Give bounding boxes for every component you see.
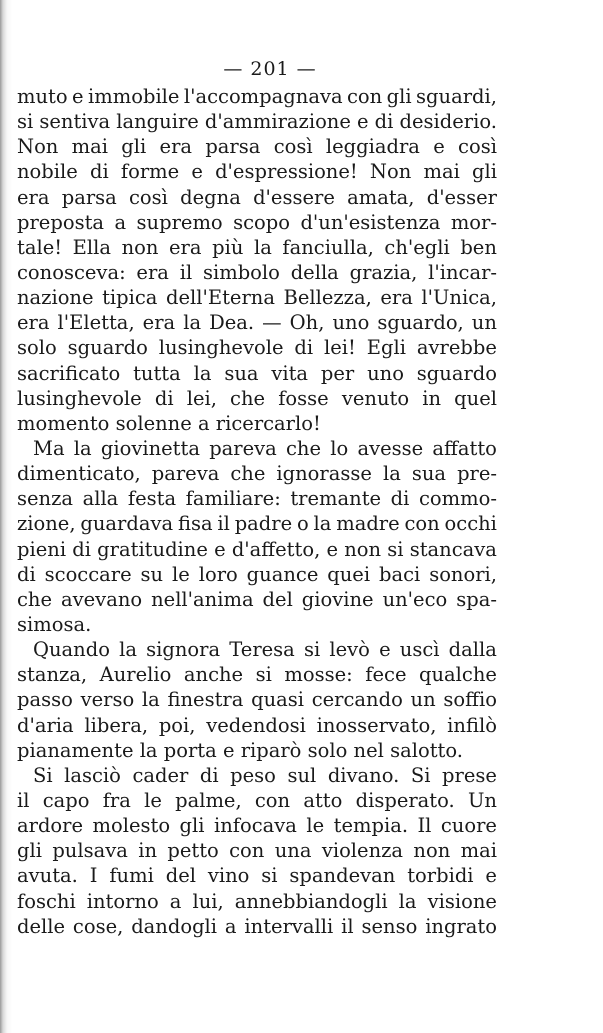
text-line: era parsa così degna d'essere amata, d'esser [17,185,497,209]
text-line: muto e immobile l'accompagnava con gli sguardi, [17,85,497,108]
text-line: senza alla festa familiare: tremante di commo- [17,487,497,511]
text-line: dimenticato, pareva che ignorasse la sua pre- [17,462,497,486]
page-number: — 201 — [223,58,317,80]
body-text [17,84,497,939]
text-line: era l'Eletta, era la Dea. — Oh, uno sguardo, un [17,311,497,335]
text-line: avuta. I fumi del vino si spandevan torbidi e [17,864,497,888]
text-line: Non mai gli era parsa così leggiadra e così [17,135,497,159]
text-line: solo sguardo lusinghevole di lei! Egli avrebbe [17,336,497,360]
text-line: si sentiva languire d'ammirazione e di desiderio. [17,110,497,134]
text-line: momento solenne a ricercarlo! [17,411,321,435]
text-line: Si lasciò cader di peso sul divano. Si prese [33,763,497,787]
text-line: delle cose, dandogli a intervalli il senso ingrato [17,914,497,938]
text-line: nazione tipica dell'Eterna Bellezza, era l'Unica, [17,286,497,310]
text-line: sacrificato tutta la sua vita per uno sguardo [17,361,497,385]
text-line: nobile di forme e d'espressione! Non mai gli [17,160,497,184]
text-line: ardore molesto gli infocava le tempia. Il cuore [17,814,497,838]
text-line: che avevano nell'anima del giovine un'eco spa- [17,587,497,611]
text-line: Ma la giovinetta pareva che lo avesse affatto [33,436,497,460]
text-line: passo verso la finestra quasi cercando un soffio [17,688,497,712]
text-line: preposta a supremo scopo d'un'esistenza mor- [17,210,497,234]
text-line: tale! Ella non era più la fanciulla, ch'egli ben [17,235,497,259]
text-line: zione, guardava fisa il padre o la madre con occhi [17,512,497,536]
text-line: conosceva: era il simbolo della grazia, l'incar- [17,260,497,284]
text-line: pieni di gratitudine e d'affetto, e non si stancava [17,537,497,561]
text-line: foschi intorno a lui, annebbiandogli la visione [17,889,497,913]
text-line: simosa. [17,612,92,636]
text-line: pianamente la porta e riparò solo nel salotto. [17,738,463,762]
text-line: d'aria libera, poi, vedendosi inosservato, infilò [17,713,497,737]
text-line: Quando la signora Teresa si levò e uscì dalla [33,638,497,662]
text-line: lusinghevole di lei, che fosse venuto in quel [17,386,497,410]
text-line: di scoccare su le loro guance quei baci sonori, [17,562,497,586]
text-line: il capo fra le palme, con atto disperato. Un [17,788,497,812]
text-line: stanza, Aurelio anche si mosse: fece qualche [17,663,497,687]
text-line: gli pulsava in petto con una violenza non mai [17,839,497,863]
